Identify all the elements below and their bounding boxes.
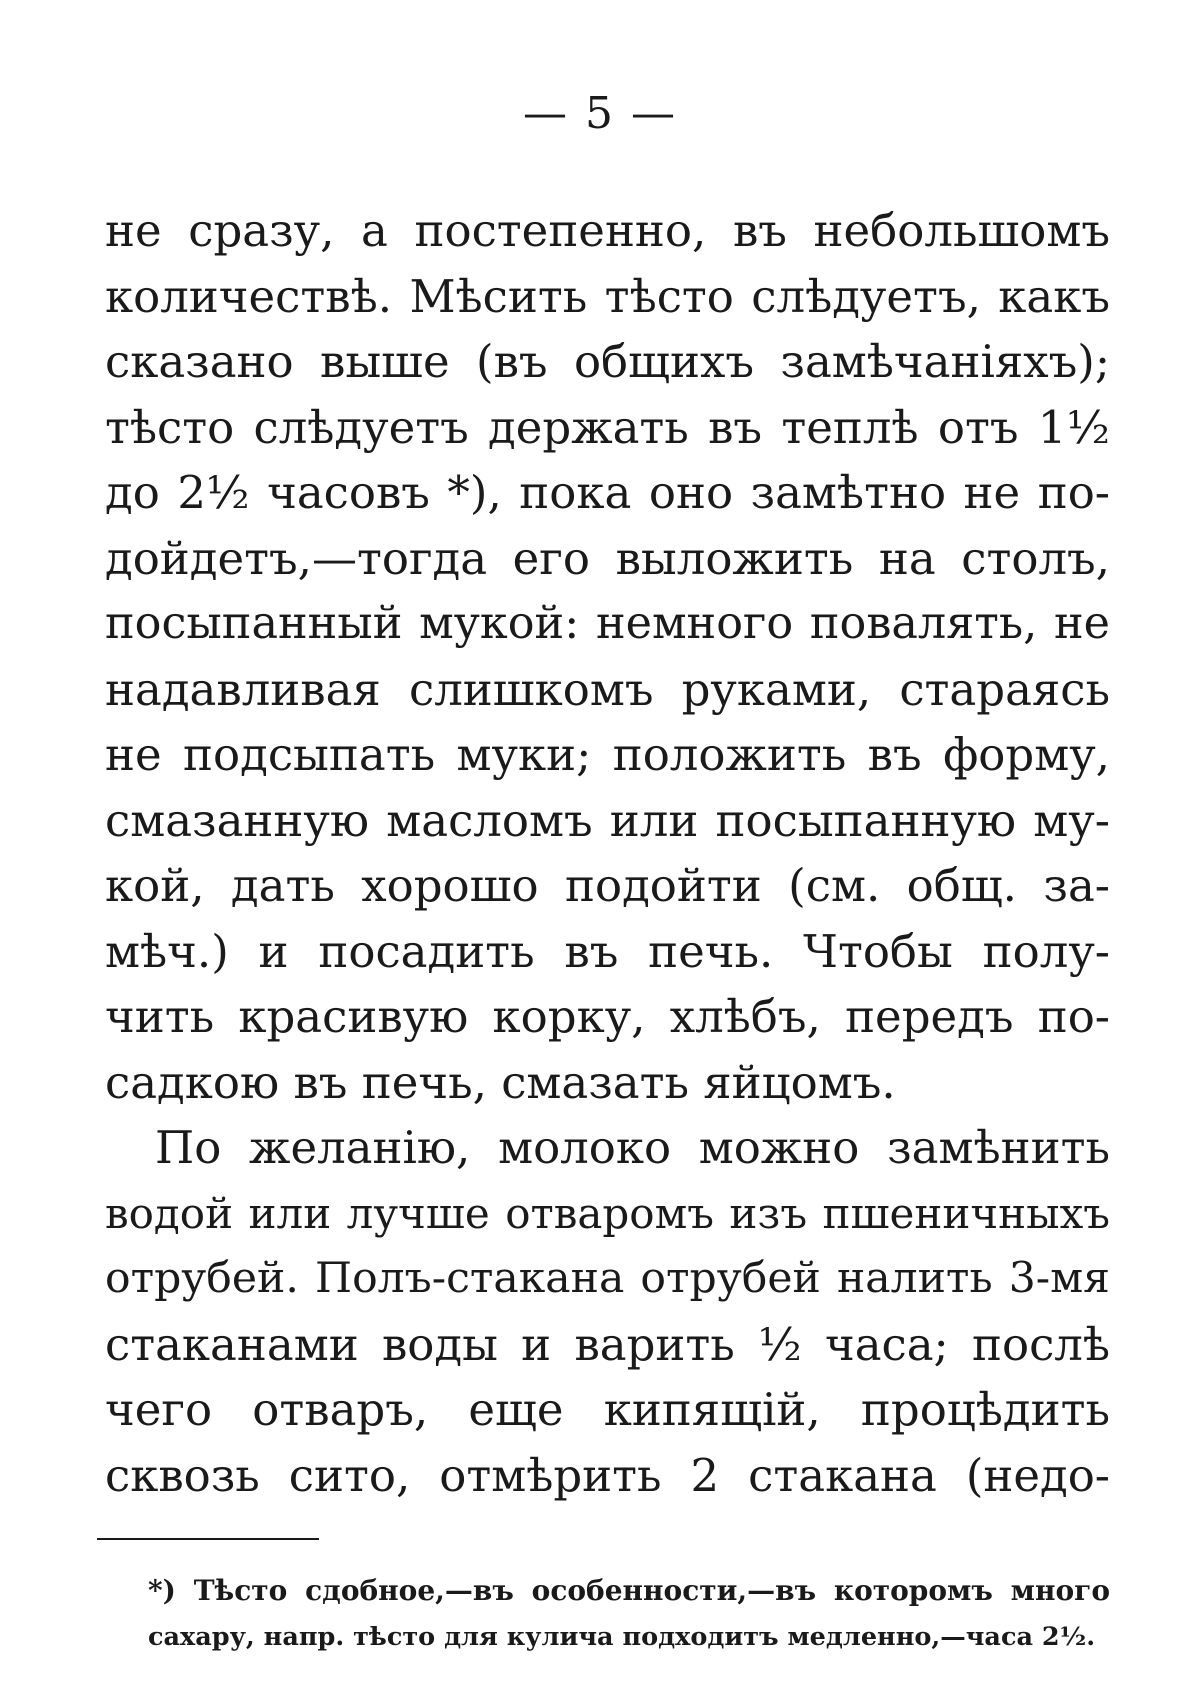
text-line: водой или лучше отваромъ изъ пшеничныхъ [105,1188,1110,1238]
text-line: мѣч.) и посадить въ печь. Чтобы полу- [105,924,1110,978]
text-line: до 2½ часовъ *), пока оно замѣтно не по- [105,466,1110,519]
paragraph-1 [105,198,1110,1115]
text-line: не сразу, а постепенно, въ небольшомъ [105,204,1110,257]
text-line: тѣсто слѣдуетъ держать въ теплѣ отъ 1½ [105,400,1110,454]
text-line: смазанную масломъ или посыпанную му- [105,793,1110,847]
text-line: По желанію, молоко можно замѣнить [155,1121,1110,1174]
text-line: не подсыпать муки; положить въ форму, [105,728,1110,781]
text-line: сказано выше (въ общихъ замѣчаніяхъ); [105,335,1110,388]
text-line: чего отваръ, еще кипящій, процѣдить [105,1383,1110,1436]
text-line: садкою въ печь, смазать яйцомъ. [105,1055,896,1109]
paragraph-2 [105,1115,1110,1508]
text-line: кой, дать хорошо подойти (см. общ. за- [105,859,1110,912]
footnote-line: сахару, напр. тѣсто для кулича подходитъ медленно,—часа 2½. [148,1622,1096,1652]
text-line: посыпанный мукой: немного повалять, не [105,598,1110,649]
text-line: сквозь сито, отмѣрить 2 стакана (недо- [105,1448,1110,1502]
text-line: стаканами воды и варить ½ часа; послѣ [105,1317,1110,1371]
text-line: дойдетъ,—тогда его выложить на столъ, [105,531,1110,585]
page-number: — 5 — [523,88,677,139]
footnote [148,1567,1110,1661]
footnote-line: *) Тѣсто сдобное,—въ особенности,—въ которомъ много [148,1574,1110,1607]
text-line: надавливая слишкомъ руками, стараясь [105,662,1110,716]
text-line: количествѣ. Мѣсить тѣсто слѣдуетъ, какъ [105,269,1110,323]
text-line: отрубей. Полъ-стакана отрубей налить 3-мя [105,1254,1110,1303]
footnote-divider [97,1538,319,1540]
text-line: чить красивую корку, хлѣбъ, передъ по- [105,990,1110,1043]
